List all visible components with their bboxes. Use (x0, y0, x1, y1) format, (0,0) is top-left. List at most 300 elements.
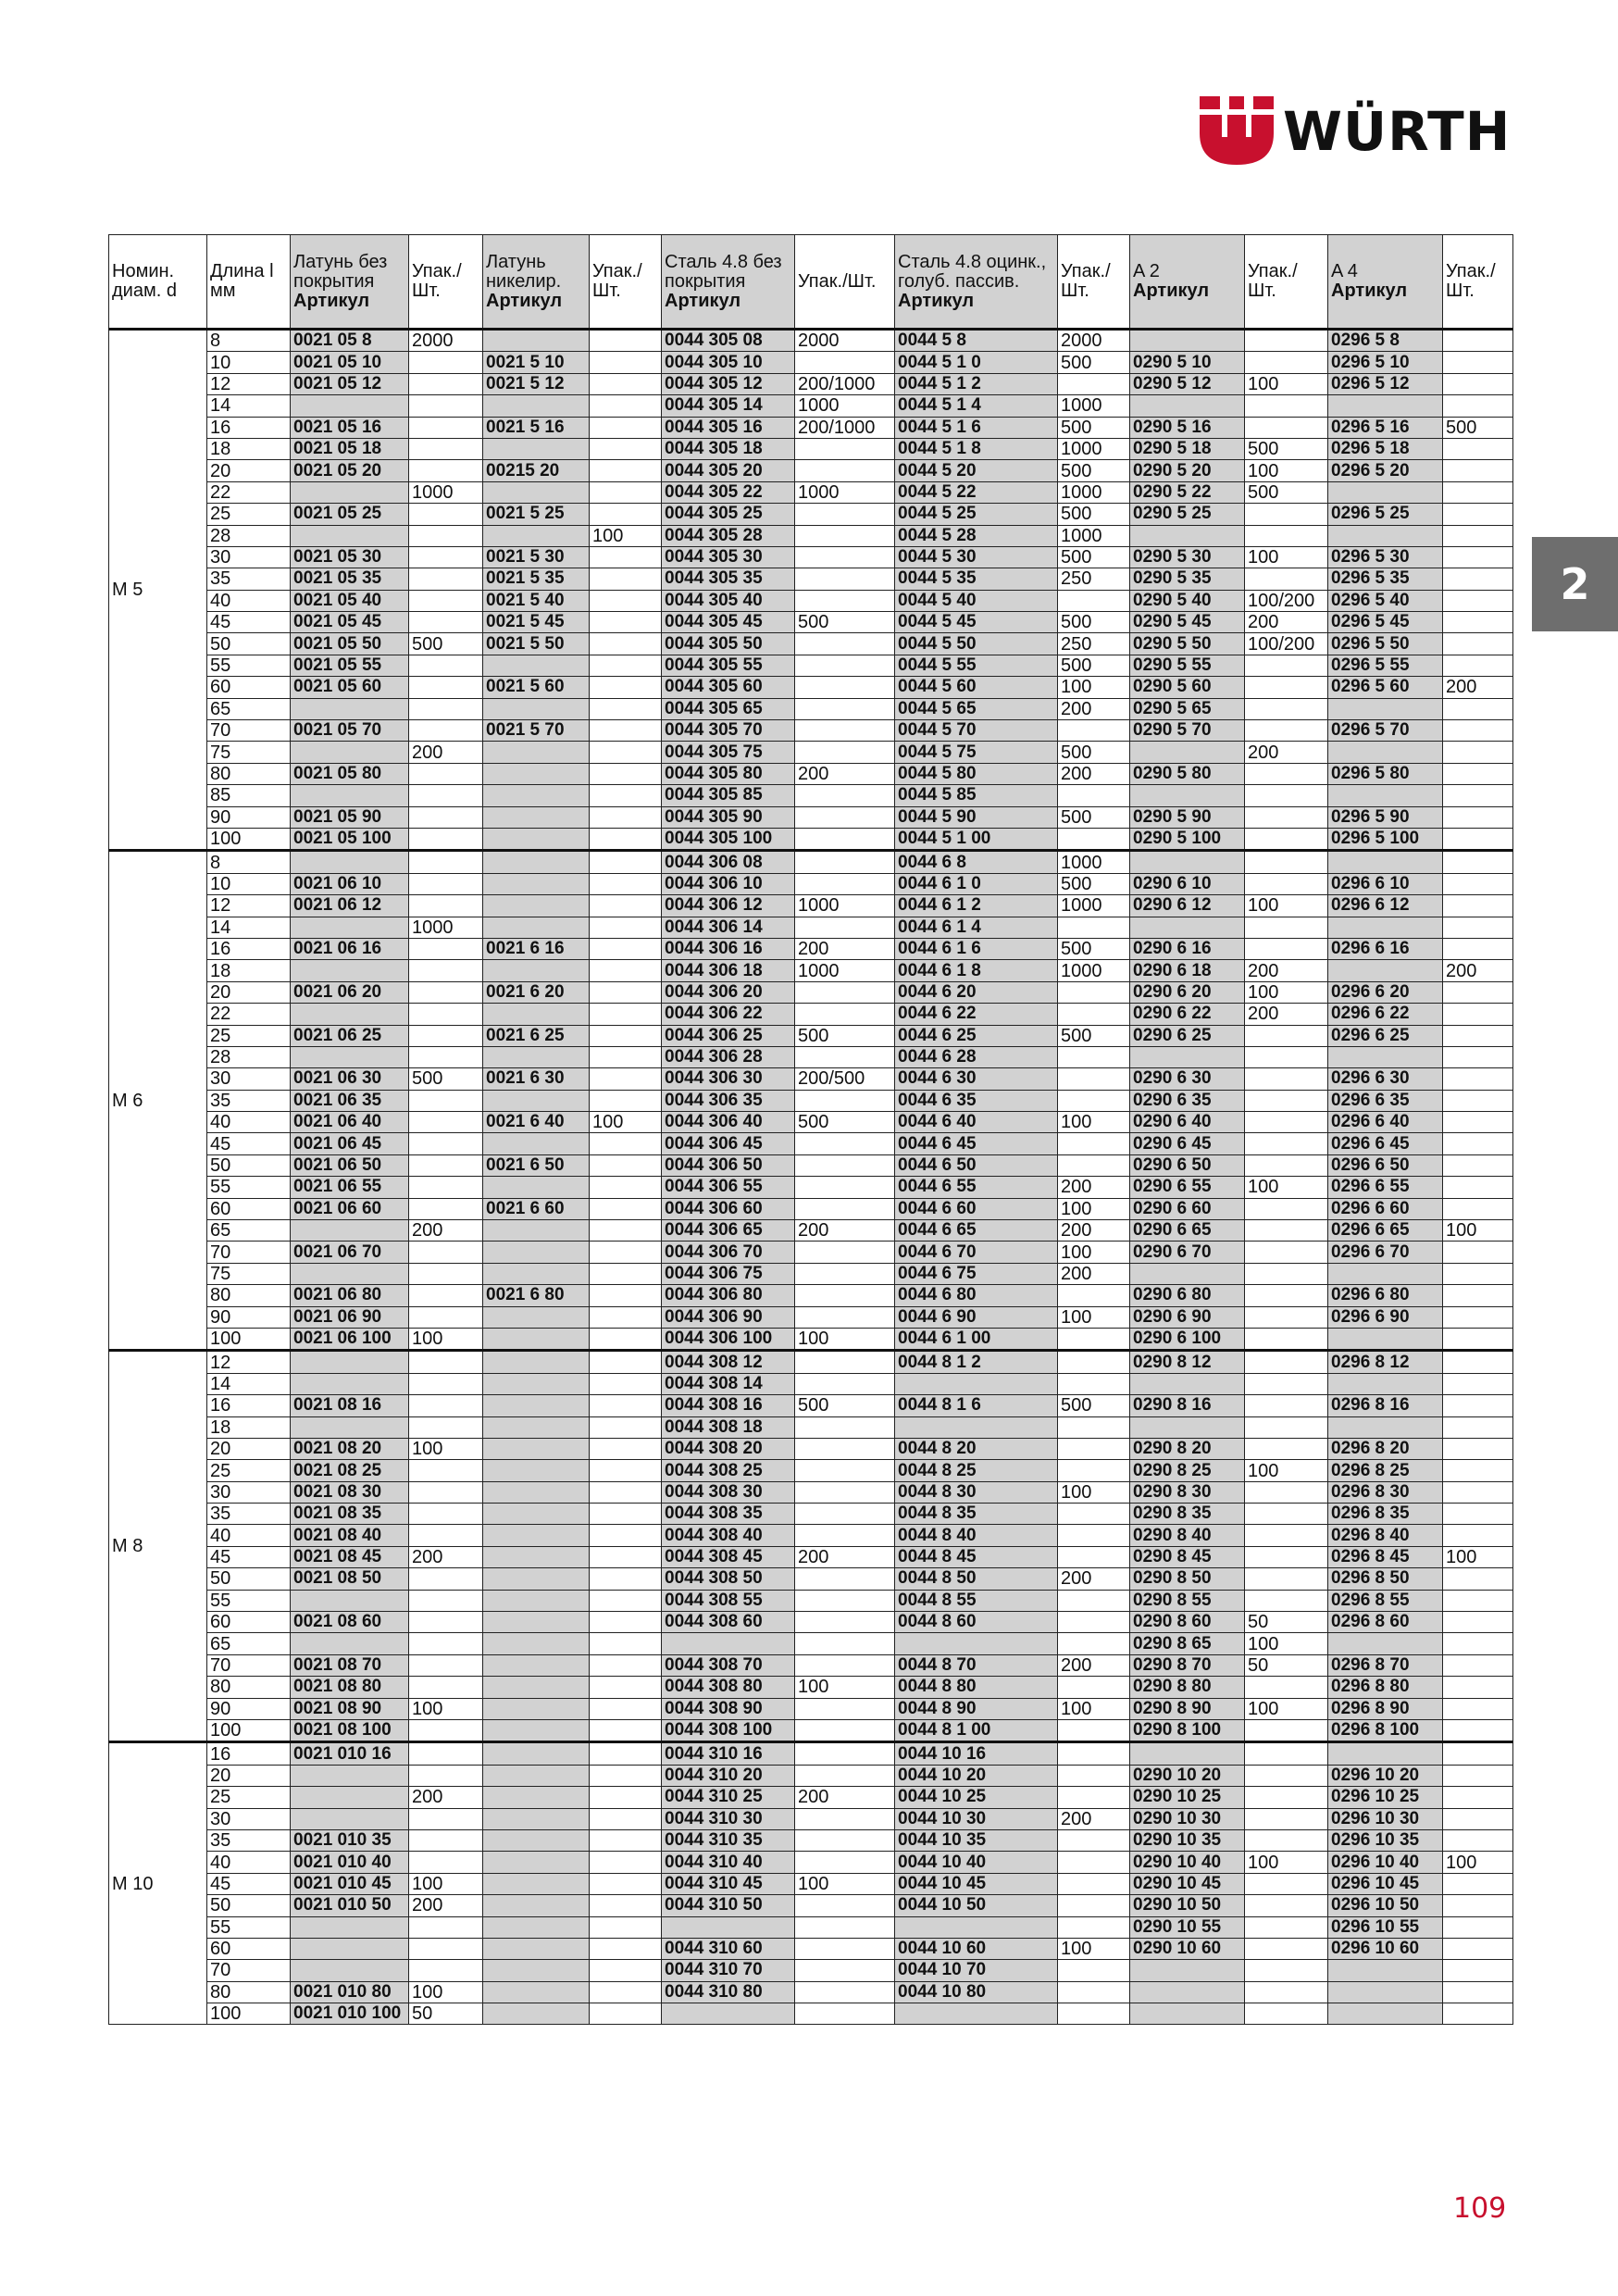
table-row (109, 1263, 1513, 1284)
pack-quantity-cell: 100 (1245, 546, 1328, 568)
pack-quantity-cell (1058, 917, 1130, 938)
length-cell: 45 (207, 1546, 291, 1567)
table-row (109, 1829, 1513, 1851)
pack-quantity-cell (590, 1938, 662, 1959)
length-cell: 55 (207, 1916, 291, 1938)
article-number-cell: 0290 6 90 (1130, 1306, 1245, 1328)
pack-quantity-cell (795, 981, 895, 1003)
table-row (109, 1328, 1513, 1350)
pack-quantity-cell: 100 (1245, 1177, 1328, 1198)
pack-quantity-cell (1245, 1504, 1328, 1525)
pack-quantity-cell (409, 612, 483, 633)
article-number-cell: 0044 6 40 (895, 1112, 1058, 1133)
article-number-cell: 0044 306 30 (662, 1068, 795, 1090)
table-row (109, 568, 1513, 590)
column-header (1130, 235, 1245, 330)
article-number-cell (483, 1177, 590, 1198)
length-cell: 14 (207, 917, 291, 938)
table-row (109, 1960, 1513, 1981)
pack-quantity-cell (590, 1765, 662, 1786)
length-cell: 80 (207, 1677, 291, 1698)
article-number-cell: 0021 06 60 (291, 1198, 409, 1219)
pack-quantity-cell: 200 (1245, 612, 1328, 633)
article-number-cell (1328, 960, 1443, 981)
article-number-cell: 0296 5 10 (1328, 352, 1443, 373)
pack-quantity-cell (1443, 1154, 1513, 1176)
column-header (291, 235, 409, 330)
pack-quantity-cell: 500 (1058, 742, 1130, 763)
length-cell: 12 (207, 1351, 291, 1373)
pack-quantity-cell (1245, 352, 1328, 373)
pack-quantity-cell (1443, 1938, 1513, 1959)
article-number-cell (483, 1460, 590, 1481)
pack-quantity-cell (1443, 1416, 1513, 1438)
pack-quantity-cell: 250 (1058, 633, 1130, 655)
column-header-label: Упак./ Шт. (1061, 261, 1111, 301)
pack-quantity-cell (1245, 1895, 1328, 1916)
article-number-cell: 0021 5 25 (483, 504, 590, 525)
article-number-cell: 0296 5 30 (1328, 546, 1443, 568)
pack-quantity-cell (590, 1416, 662, 1438)
pack-quantity-cell (1443, 395, 1513, 417)
article-number-cell: 0044 5 75 (895, 742, 1058, 763)
pack-quantity-cell (795, 590, 895, 611)
article-number-cell (483, 1568, 590, 1590)
article-number-cell: 0021 06 80 (291, 1285, 409, 1306)
pack-quantity-cell (1058, 1590, 1130, 1611)
pack-quantity-cell (1443, 1177, 1513, 1198)
article-number-cell: 0044 306 12 (662, 895, 795, 917)
table-row (109, 395, 1513, 417)
article-number-cell (1328, 1633, 1443, 1654)
article-number-cell: 0296 10 55 (1328, 1916, 1443, 1938)
pack-quantity-cell (795, 655, 895, 676)
article-number-cell: 0021 08 50 (291, 1568, 409, 1590)
pack-quantity-cell (795, 1198, 895, 1219)
pack-quantity-cell (590, 1351, 662, 1373)
article-number-cell: 0021 05 10 (291, 352, 409, 373)
table-row (109, 1068, 1513, 1090)
article-number-cell: 0290 8 50 (1130, 1568, 1245, 1590)
article-number-cell: 0290 6 30 (1130, 1068, 1245, 1090)
pack-quantity-cell (795, 1285, 895, 1306)
article-number-cell: 0290 8 12 (1130, 1351, 1245, 1373)
pack-quantity-cell (1058, 1677, 1130, 1698)
pack-quantity-cell (1058, 373, 1130, 394)
pack-quantity-cell (795, 352, 895, 373)
length-cell: 70 (207, 720, 291, 742)
article-number-cell: 0021 05 40 (291, 590, 409, 611)
pack-quantity-cell (409, 1306, 483, 1328)
pack-quantity-cell (1443, 938, 1513, 959)
pack-quantity-cell: 100 (1058, 1198, 1130, 1219)
pack-quantity-cell (590, 1263, 662, 1284)
article-number-cell (483, 828, 590, 850)
pack-quantity-cell (1245, 1525, 1328, 1546)
pack-quantity-cell (1245, 785, 1328, 806)
pack-quantity-cell (1443, 1873, 1513, 1894)
article-number-cell: 0044 10 30 (895, 1808, 1058, 1829)
pack-quantity-cell (1245, 1133, 1328, 1154)
pack-quantity-cell (1443, 1046, 1513, 1067)
pack-quantity-cell (795, 1916, 895, 1938)
table-row (109, 720, 1513, 742)
article-number-cell: 0044 5 85 (895, 785, 1058, 806)
pack-quantity-cell (409, 590, 483, 611)
pack-quantity-cell (1058, 590, 1130, 611)
article-number-cell: 0296 8 45 (1328, 1546, 1443, 1567)
pack-quantity-cell (1443, 851, 1513, 873)
article-number-cell (1130, 1742, 1245, 1765)
length-cell: 8 (207, 851, 291, 873)
article-number-cell: 0044 306 50 (662, 1154, 795, 1176)
article-number-cell: 0296 5 18 (1328, 438, 1443, 459)
pack-quantity-cell (1245, 1025, 1328, 1046)
pack-quantity-cell (409, 938, 483, 959)
article-number-cell: 0290 6 65 (1130, 1220, 1245, 1242)
article-number-cell: 0290 5 35 (1130, 568, 1245, 590)
length-cell: 10 (207, 352, 291, 373)
article-number-cell (291, 395, 409, 417)
table-row (109, 1938, 1513, 1959)
length-cell: 20 (207, 460, 291, 481)
article-number-cell: 0044 6 1 8 (895, 960, 1058, 981)
pack-quantity-cell: 500 (1443, 417, 1513, 438)
article-number-cell: 0044 6 60 (895, 1198, 1058, 1219)
article-number-cell: 0044 8 25 (895, 1460, 1058, 1481)
article-number-cell: 0044 8 40 (895, 1525, 1058, 1546)
pack-quantity-cell (590, 1373, 662, 1394)
article-number-cell (1328, 742, 1443, 763)
column-header-label: Упак./ Шт. (1446, 261, 1496, 301)
pack-quantity-cell (409, 1720, 483, 1742)
length-cell: 18 (207, 1416, 291, 1438)
pack-quantity-cell (1443, 917, 1513, 938)
article-number-cell (483, 1133, 590, 1154)
pack-quantity-cell (409, 395, 483, 417)
length-cell: 40 (207, 1852, 291, 1873)
article-number-cell: 0296 8 90 (1328, 1698, 1443, 1719)
article-number-cell: 0296 5 35 (1328, 568, 1443, 590)
article-number-cell: 0021 5 35 (483, 568, 590, 590)
column-header (109, 235, 207, 330)
pack-quantity-cell (1058, 1873, 1130, 1894)
article-number-cell: 0021 06 12 (291, 895, 409, 917)
article-number-cell: 0021 05 70 (291, 720, 409, 742)
table-row (109, 1720, 1513, 1742)
pack-quantity-cell (409, 568, 483, 590)
length-cell: 35 (207, 1090, 291, 1111)
pack-quantity-cell (590, 1677, 662, 1698)
pack-quantity-cell (1245, 2003, 1328, 2025)
pack-quantity-cell (590, 763, 662, 784)
pack-quantity-cell (409, 895, 483, 917)
article-number-cell: 0044 6 65 (895, 1220, 1058, 1242)
pack-quantity-cell (409, 546, 483, 568)
article-number-cell (1328, 2003, 1443, 2025)
article-number-cell: 0021 06 30 (291, 1068, 409, 1090)
article-number-cell: 0021 5 30 (483, 546, 590, 568)
article-number-cell: 0044 5 1 6 (895, 417, 1058, 438)
article-number-cell: 0290 6 60 (1130, 1198, 1245, 1219)
length-cell: 80 (207, 1981, 291, 2003)
table-row (109, 417, 1513, 438)
article-number-cell: 0290 10 30 (1130, 1808, 1245, 1829)
pack-quantity-cell (1058, 1285, 1130, 1306)
article-number-cell (483, 1306, 590, 1328)
pack-quantity-cell (590, 2003, 662, 2025)
pack-quantity-cell (795, 828, 895, 850)
pack-quantity-cell (1443, 1306, 1513, 1328)
pack-quantity-cell (1443, 352, 1513, 373)
length-cell: 60 (207, 677, 291, 698)
table-row (109, 806, 1513, 828)
pack-quantity-cell (590, 481, 662, 503)
table-row (109, 1416, 1513, 1438)
pack-quantity-cell (795, 1351, 895, 1373)
article-number-cell (483, 1328, 590, 1350)
pack-quantity-cell: 100 (409, 1328, 483, 1350)
pack-quantity-cell (1058, 1068, 1130, 1090)
pack-quantity-cell (409, 1481, 483, 1503)
article-number-cell (483, 1546, 590, 1567)
length-cell: 18 (207, 438, 291, 459)
length-cell: 50 (207, 1568, 291, 1590)
article-number-cell: 0044 5 50 (895, 633, 1058, 655)
table-row (109, 1112, 1513, 1133)
article-number-cell: 0021 08 20 (291, 1438, 409, 1459)
pack-quantity-cell (409, 1590, 483, 1611)
pack-quantity-cell (1245, 698, 1328, 719)
pack-quantity-cell: 100 (1058, 1938, 1130, 1959)
article-number-cell (291, 1916, 409, 1938)
article-number-cell: 0290 8 45 (1130, 1546, 1245, 1567)
article-number-cell (1328, 395, 1443, 417)
pack-quantity-cell: 100 (1058, 1481, 1130, 1503)
pack-quantity-cell (795, 1981, 895, 2003)
table-row (109, 938, 1513, 959)
pack-quantity-cell (1058, 1090, 1130, 1111)
article-number-cell: 0290 8 35 (1130, 1504, 1245, 1525)
pack-quantity-cell (1245, 1720, 1328, 1742)
article-number-cell (1130, 2003, 1245, 2025)
pack-quantity-cell (1058, 1742, 1130, 1765)
pack-quantity-cell (795, 806, 895, 828)
article-number-cell: 0044 10 50 (895, 1895, 1058, 1916)
pack-quantity-cell: 1000 (795, 895, 895, 917)
pack-quantity-cell (795, 1460, 895, 1481)
article-number-cell: 00215 20 (483, 460, 590, 481)
pack-quantity-cell: 500 (795, 612, 895, 633)
column-header-label: Латунь никелир. (486, 251, 562, 292)
length-cell: 50 (207, 633, 291, 655)
article-number-cell: 0021 010 16 (291, 1742, 409, 1765)
table-row (109, 1395, 1513, 1416)
pack-quantity-cell (1245, 1351, 1328, 1373)
pack-quantity-cell (590, 851, 662, 873)
article-number-cell (1130, 917, 1245, 938)
pack-quantity-cell (795, 1090, 895, 1111)
article-number-cell: 0044 305 50 (662, 633, 795, 655)
article-number-cell: 0044 5 60 (895, 677, 1058, 698)
table-row (109, 677, 1513, 698)
pack-quantity-cell (590, 1025, 662, 1046)
article-number-cell: 0044 5 90 (895, 806, 1058, 828)
pack-quantity-cell (409, 655, 483, 676)
length-cell: 35 (207, 1829, 291, 1851)
article-number-cell: 0044 305 18 (662, 438, 795, 459)
article-number-cell: 0021 05 45 (291, 612, 409, 633)
article-number-cell (483, 395, 590, 417)
pack-quantity-cell: 500 (1245, 438, 1328, 459)
pack-quantity-cell (1245, 1938, 1328, 1959)
pack-quantity-cell (1443, 1373, 1513, 1394)
article-number-cell (483, 655, 590, 676)
article-number-cell (1130, 525, 1245, 546)
column-header-article: Артикул (1133, 281, 1210, 301)
article-number-cell: 0044 8 1 2 (895, 1351, 1058, 1373)
pack-quantity-cell: 200 (1058, 763, 1130, 784)
article-number-cell: 0044 6 30 (895, 1068, 1058, 1090)
table-header-row (109, 235, 1513, 330)
article-number-cell: 0044 10 80 (895, 1981, 1058, 2003)
pack-quantity-cell (409, 525, 483, 546)
article-number-cell: 0044 310 30 (662, 1808, 795, 1829)
article-number-cell: 0290 5 40 (1130, 590, 1245, 611)
table-row (109, 1177, 1513, 1198)
table-row (109, 1787, 1513, 1808)
article-number-cell (291, 1787, 409, 1808)
nominal-diameter-cell: M 6 (109, 851, 207, 1351)
article-number-cell (483, 1504, 590, 1525)
pack-quantity-cell: 200 (795, 938, 895, 959)
article-number-cell: 0021 6 50 (483, 1154, 590, 1176)
article-number-cell: 0044 305 90 (662, 806, 795, 828)
article-number-cell (1130, 1373, 1245, 1394)
article-number-cell (1328, 1263, 1443, 1284)
article-number-cell (1130, 1263, 1245, 1284)
length-cell: 40 (207, 1525, 291, 1546)
article-number-cell: 0290 10 40 (1130, 1852, 1245, 1873)
pack-quantity-cell (1443, 1090, 1513, 1111)
article-number-cell: 0044 310 16 (662, 1742, 795, 1765)
pack-quantity-cell (590, 1546, 662, 1567)
article-number-cell (291, 1808, 409, 1829)
length-cell: 70 (207, 1654, 291, 1676)
article-number-cell: 0044 308 18 (662, 1416, 795, 1438)
article-number-cell: 0044 310 50 (662, 1895, 795, 1916)
article-number-cell (483, 742, 590, 763)
pack-quantity-cell (1245, 1220, 1328, 1242)
table-row (109, 873, 1513, 894)
length-cell: 65 (207, 698, 291, 719)
pack-quantity-cell (409, 1916, 483, 1938)
pack-quantity-cell (1058, 1416, 1130, 1438)
pack-quantity-cell (409, 438, 483, 459)
pack-quantity-cell (1058, 1351, 1130, 1373)
pack-quantity-cell: 200 (1058, 1568, 1130, 1590)
table-row (109, 438, 1513, 459)
article-number-cell: 0021 6 25 (483, 1025, 590, 1046)
article-number-cell: 0290 6 50 (1130, 1154, 1245, 1176)
article-number-cell: 0044 305 08 (662, 330, 795, 352)
pack-quantity-cell (409, 504, 483, 525)
article-number-cell: 0044 308 20 (662, 1438, 795, 1459)
column-header (662, 235, 795, 330)
pack-quantity-cell (795, 1590, 895, 1611)
pack-quantity-cell (590, 1698, 662, 1719)
nominal-diameter-cell: M 10 (109, 1742, 207, 2025)
article-number-cell: 0044 5 25 (895, 504, 1058, 525)
article-number-cell (291, 1263, 409, 1284)
pack-quantity-cell (795, 1263, 895, 1284)
pack-quantity-cell (409, 1004, 483, 1025)
pack-quantity-cell (1245, 1742, 1328, 1765)
article-number-cell: 0021 6 40 (483, 1112, 590, 1133)
pack-quantity-cell (590, 1306, 662, 1328)
article-number-cell (291, 960, 409, 981)
article-number-cell: 0044 305 75 (662, 742, 795, 763)
article-number-cell: 0296 6 45 (1328, 1133, 1443, 1154)
article-number-cell: 0296 6 90 (1328, 1306, 1443, 1328)
column-header (409, 235, 483, 330)
pack-quantity-cell (590, 1154, 662, 1176)
article-number-cell (291, 1765, 409, 1786)
pack-quantity-cell (795, 1481, 895, 1503)
article-number-cell (483, 525, 590, 546)
article-number-cell: 0044 305 25 (662, 504, 795, 525)
pack-quantity-cell (1443, 460, 1513, 481)
pack-quantity-cell (409, 417, 483, 438)
article-number-cell: 0290 5 16 (1130, 417, 1245, 438)
article-number-cell: 0296 5 50 (1328, 633, 1443, 655)
pack-quantity-cell (1245, 917, 1328, 938)
pack-quantity-cell (590, 655, 662, 676)
article-number-cell: 0044 308 100 (662, 1720, 795, 1742)
length-cell: 20 (207, 1438, 291, 1459)
pack-quantity-cell (409, 698, 483, 719)
article-number-cell: 0290 8 60 (1130, 1612, 1245, 1633)
table-row (109, 1133, 1513, 1154)
pack-quantity-cell (590, 742, 662, 763)
article-number-cell: 0044 5 70 (895, 720, 1058, 742)
pack-quantity-cell (1443, 481, 1513, 503)
article-number-cell (483, 698, 590, 719)
article-number-cell: 0296 5 100 (1328, 828, 1443, 850)
article-number-cell: 0044 308 12 (662, 1351, 795, 1373)
pack-quantity-cell (409, 1154, 483, 1176)
article-number-cell (291, 1004, 409, 1025)
pack-quantity-cell (409, 1177, 483, 1198)
article-number-cell: 0290 5 10 (1130, 352, 1245, 373)
pack-quantity-cell (409, 1460, 483, 1481)
length-cell: 80 (207, 1285, 291, 1306)
chapter-tab[interactable]: 2 (1532, 537, 1618, 631)
length-cell: 55 (207, 1177, 291, 1198)
article-number-cell: 0044 6 25 (895, 1025, 1058, 1046)
product-table-wrap (108, 234, 1513, 2025)
pack-quantity-cell (795, 1742, 895, 1765)
pack-quantity-cell (1245, 1438, 1328, 1459)
pack-quantity-cell (409, 1765, 483, 1786)
article-number-cell: 0044 10 40 (895, 1852, 1058, 1873)
article-number-cell: 0044 6 90 (895, 1306, 1058, 1328)
article-number-cell: 0296 5 70 (1328, 720, 1443, 742)
article-number-cell: 0021 06 10 (291, 873, 409, 894)
pack-quantity-cell (795, 504, 895, 525)
article-number-cell: 0290 6 45 (1130, 1133, 1245, 1154)
article-number-cell: 0021 5 40 (483, 590, 590, 611)
